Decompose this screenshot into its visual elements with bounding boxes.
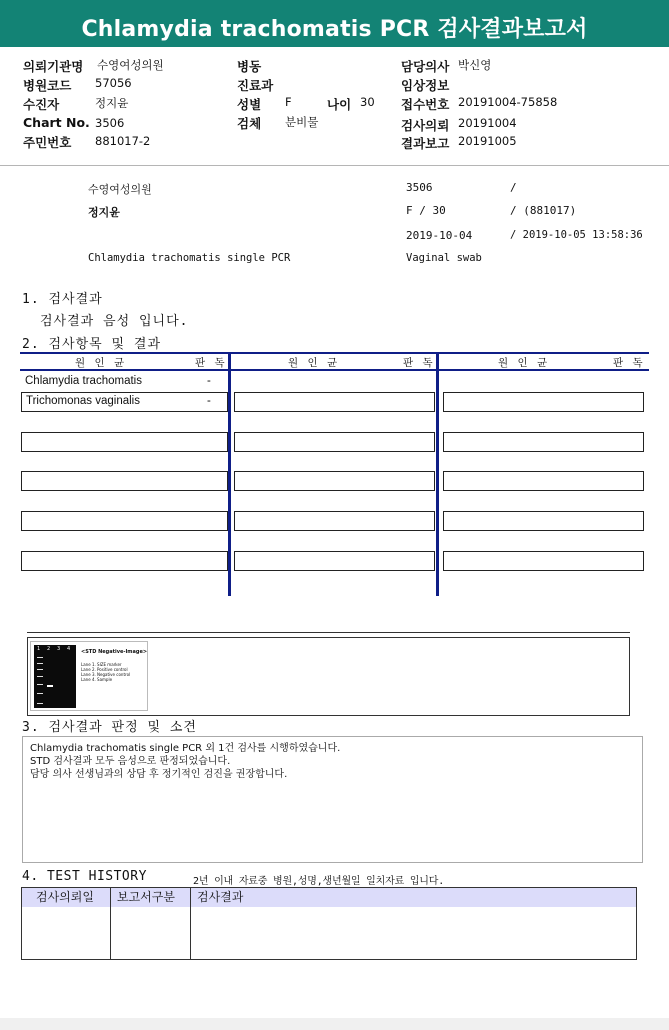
gel-top-line [27,632,630,633]
result-judgment-1: - [207,375,211,387]
history-col-divider [110,907,111,959]
col-organism-header-2: 원 인 균 [288,357,341,369]
gel-legend-line: Lane 2. Positive control [81,667,128,672]
summary-request-date: 2019-10-04 [406,229,473,242]
summary-name: 정지윤 [88,206,120,219]
institution-value: 수영여성의원 [97,58,164,72]
request-date-label: 검사의뢰 [401,118,450,133]
receipt-no-value: 20191004-75858 [458,95,558,109]
gel-lane-label-2: 2 [47,646,51,652]
result-organism-1: Chlamydia trachomatis [25,375,142,387]
result-row-box [234,432,435,452]
result-row-box [443,392,644,412]
result-row-box [443,551,644,571]
history-col-report-type: 보고서구분 [111,888,191,907]
history-col-request-date: 검사의뢰일 [22,888,111,907]
result-row-box [234,551,435,571]
results-column-divider-2 [436,352,439,596]
institution-label: 의뢰기관명 [23,59,84,74]
result-row-box [443,432,644,452]
age-value: 30 [360,95,375,109]
report-date-label: 결과보고 [401,136,450,151]
gel-band [37,684,43,685]
result-judgment-2: - [207,395,211,407]
gel-legend [81,662,130,682]
report-title: Chlamydia trachomatis PCR 검사결과보고서 [81,17,588,42]
section1-result: 검사결과 음성 입니다. [40,314,189,329]
col-judgment-header-3: 판 독 [613,357,646,369]
page-bottom-band [0,1018,669,1030]
results-table-top-border [20,352,649,354]
col-organism-header-3: 원 인 균 [498,357,551,369]
gel-image [30,641,148,711]
gel-lane-label-4: 4 [67,646,71,652]
department-label: 진료과 [237,78,274,93]
col-judgment-header-1: 판 독 [195,357,228,369]
doctor-label: 담당의사 [401,59,450,74]
gel-band [37,703,43,704]
gel-legend-line: Lane 3. Negative control [81,672,131,677]
clinical-info-label: 임상정보 [401,78,450,93]
history-col-divider [190,907,191,959]
results-column-divider-1 [228,352,231,596]
gel-band [37,669,43,670]
report-date-value: 20191005 [458,134,517,148]
specimen-value: 분비물 [285,115,319,129]
opinion-line-1: Chlamydia trachomatis single PCR 외 1건 검사를 시행하였습니다. [30,743,341,754]
chart-no-value: 3506 [95,116,125,130]
summary-specimen: Vaginal swab [406,252,482,264]
gel-image-title: <STD Negative-Image> [81,649,148,655]
section1-heading: 1. 검사결과 [22,292,103,307]
opinion-line-3: 담당 의사 선생님과의 상담 후 정기적인 검진을 권장합니다. [30,769,288,780]
doctor-value: 박신영 [458,58,492,72]
col-organism-header-1: 원 인 균 [75,357,128,369]
history-table [21,887,637,960]
result-row-box [234,471,435,491]
gel-band [37,657,43,658]
hospital-code-value: 57056 [95,76,132,90]
section2-heading: 2. 검사항목 및 결과 [22,337,162,352]
ward-label: 병동 [237,59,262,74]
resident-no-value: 881017-2 [95,134,151,148]
gel-lanes-panel [34,645,76,708]
header-divider [0,165,669,166]
chart-no-label: Chart No. [23,115,90,130]
result-row-box [234,511,435,531]
result-row-box [21,471,228,491]
summary-birth: / (881017) [510,204,577,217]
specimen-label: 검체 [237,116,262,131]
result-row-box [21,432,228,452]
age-label: 나이 [327,97,352,112]
gel-legend-line: Lane 1. SIZE marker [81,662,122,667]
section3-heading: 3. 검사결과 판정 및 소견 [22,720,197,735]
hospital-code-label: 병원코드 [23,78,72,93]
opinion-line-2: STD 검사결과 모두 음성으로 판정되었습니다. [30,756,231,767]
gel-band [37,693,43,694]
summary-institution: 수영여성의원 [88,183,152,196]
result-row-box [443,511,644,531]
examinee-value: 정지윤 [95,96,129,110]
history-note: 2년 이내 자료중 병원,성명,생년월일 일치자료 입니다. [193,876,445,887]
gel-legend-line: Lane 4. Sample [81,677,113,682]
gel-band [37,676,43,677]
report-title-bar [0,0,669,47]
summary-report-datetime: / 2019-10-05 13:58:36 [510,229,643,241]
history-col-result: 검사결과 [191,888,636,907]
opinion-box [22,736,643,863]
gel-lane-label-3: 3 [57,646,61,652]
gel-lane-label-1: 1 [37,646,41,652]
summary-sex-age: F / 30 [406,204,446,217]
result-organism-2: Trichomonas vaginalis [26,395,140,407]
gel-band [47,685,53,687]
section4-heading: 4. TEST HISTORY [22,869,147,884]
gel-band [37,663,43,664]
summary-slash: / [510,181,517,194]
receipt-no-label: 접수번호 [401,97,450,112]
resident-no-label: 주민번호 [23,135,72,150]
result-row-box [443,471,644,491]
sex-label: 성별 [237,97,262,112]
result-row-box [21,511,228,531]
result-row-box [234,392,435,412]
examinee-label: 수진자 [23,97,60,112]
summary-chart-no: 3506 [406,181,433,194]
col-judgment-header-2: 판 독 [403,357,436,369]
result-row-box [21,551,228,571]
request-date-value: 20191004 [458,116,517,130]
sex-value: F [285,95,292,109]
summary-test-name: Chlamydia trachomatis single PCR [88,252,291,264]
